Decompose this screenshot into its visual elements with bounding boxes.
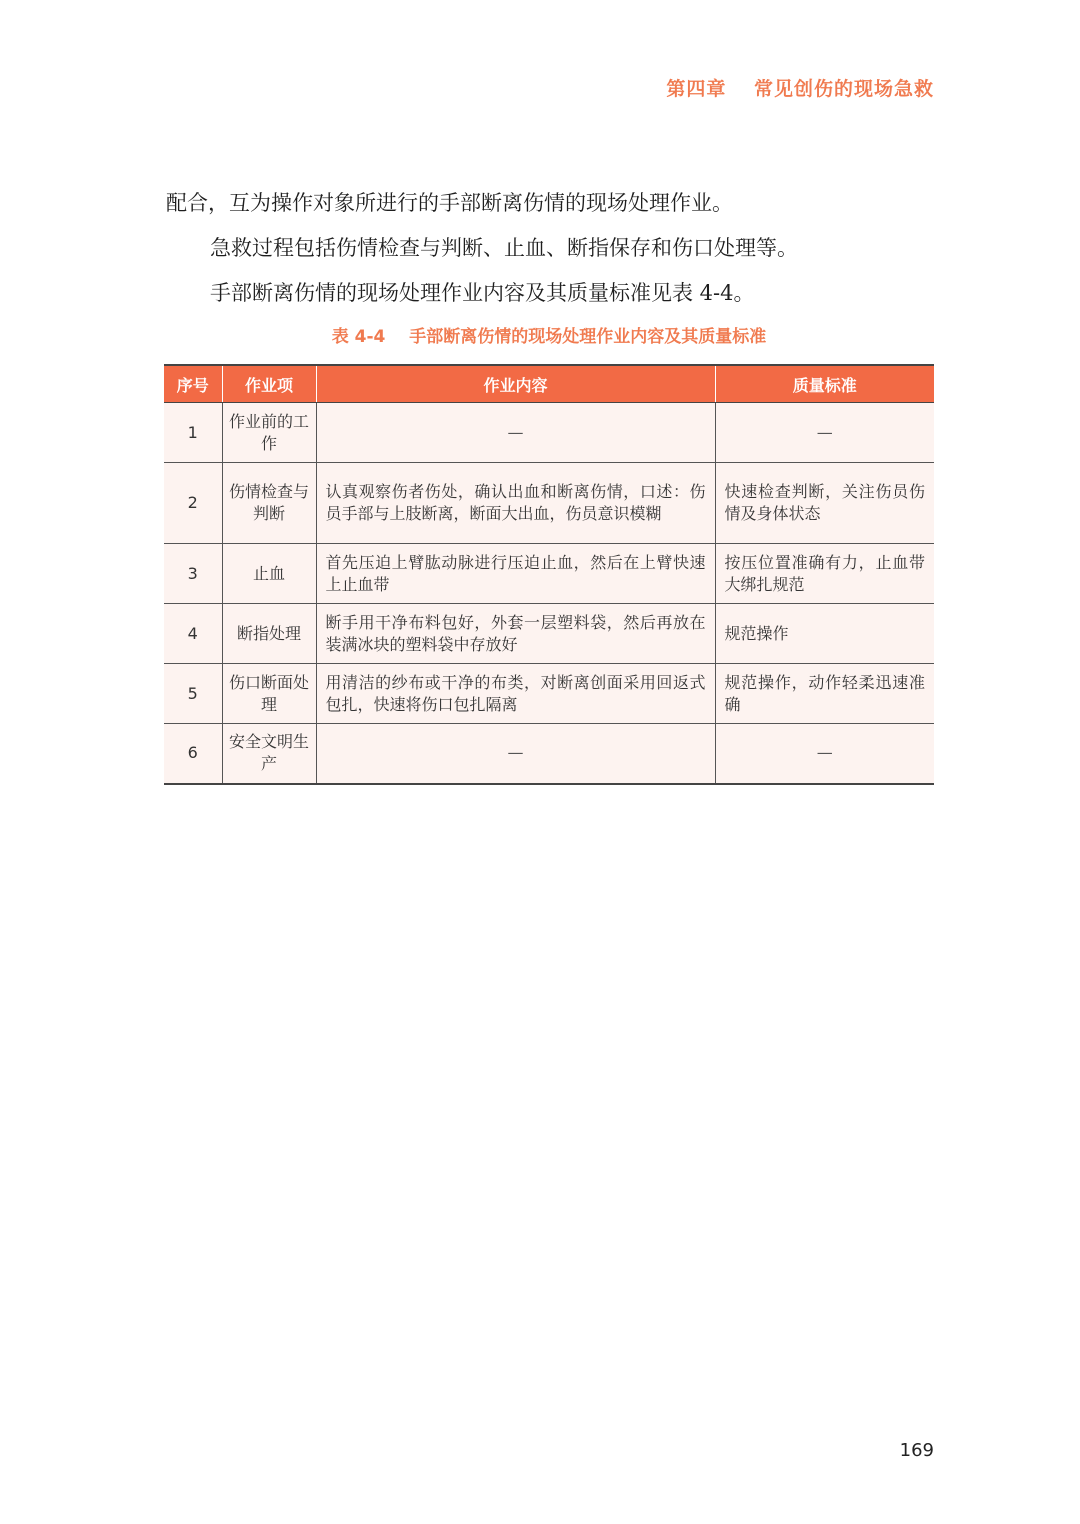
cell-item: 止血 — [222, 544, 316, 604]
cell-no: 2 — [164, 463, 222, 544]
table-title: 手部断离伤情的现场处理作业内容及其质量标准 — [409, 327, 767, 347]
table-number: 表 4-4 — [331, 327, 386, 347]
table-header-row — [164, 365, 934, 403]
cell-quality: 快速检查判断，关注伤员伤情及身体状态 — [715, 463, 934, 544]
table-row — [164, 403, 934, 463]
header-item: 作业项 — [222, 365, 316, 403]
cell-no: 3 — [164, 544, 222, 604]
header-no: 序号 — [164, 365, 222, 403]
table-row — [164, 544, 934, 604]
chapter-title: 常见创伤的现场急救 — [753, 78, 934, 100]
cell-item: 断指处理 — [222, 604, 316, 664]
cell-quality: 按压位置准确有力，止血带大绑扎规范 — [715, 544, 934, 604]
cell-item: 伤口断面处理 — [222, 664, 316, 724]
cell-no: 6 — [164, 724, 222, 784]
header-quality: 质量标准 — [715, 365, 934, 403]
cell-content: 断手用干净布料包好，外套一层塑料袋，然后再放在装满冰块的塑料袋中存放好 — [316, 604, 715, 664]
cell-content: 认真观察伤者伤处，确认出血和断离伤情，口述：伤员手部与上肢断离，断面大出血，伤员意识模糊 — [316, 463, 715, 544]
body-paragraph: 急救过程包括伤情检查与判断、止血、断指保存和伤口处理等。 — [210, 236, 798, 260]
operations-table — [164, 364, 934, 785]
cell-content: 首先压迫上臂肱动脉进行压迫止血，然后在上臂快速上止血带 — [316, 544, 715, 604]
cell-content: — — [316, 724, 715, 784]
page-number: 169 — [899, 1440, 934, 1461]
cell-item: 伤情检查与判断 — [222, 463, 316, 544]
cell-no: 4 — [164, 604, 222, 664]
cell-content: 用清洁的纱布或干净的布类，对断离创面采用回返式包扎，快速将伤口包扎隔离 — [316, 664, 715, 724]
header-content: 作业内容 — [316, 365, 715, 403]
cell-quality: — — [715, 724, 934, 784]
table-row — [164, 604, 934, 664]
cell-quality: — — [715, 403, 934, 463]
cell-no: 1 — [164, 403, 222, 463]
cell-quality: 规范操作 — [715, 604, 934, 664]
body-paragraph: 手部断离伤情的现场处理作业内容及其质量标准见表 4-4。 — [210, 281, 755, 305]
cell-item: 作业前的工作 — [222, 403, 316, 463]
body-paragraph: 配合，互为操作对象所进行的手部断离伤情的现场处理作业。 — [166, 191, 733, 215]
chapter-label: 第四章 — [666, 78, 727, 100]
table-caption — [0, 322, 1080, 347]
table-row — [164, 664, 934, 724]
cell-content: — — [316, 403, 715, 463]
table-row — [164, 463, 934, 544]
cell-no: 5 — [164, 664, 222, 724]
running-head — [666, 74, 934, 101]
table-row — [164, 724, 934, 784]
cell-item: 安全文明生产 — [222, 724, 316, 784]
cell-quality: 规范操作，动作轻柔迅速准确 — [715, 664, 934, 724]
